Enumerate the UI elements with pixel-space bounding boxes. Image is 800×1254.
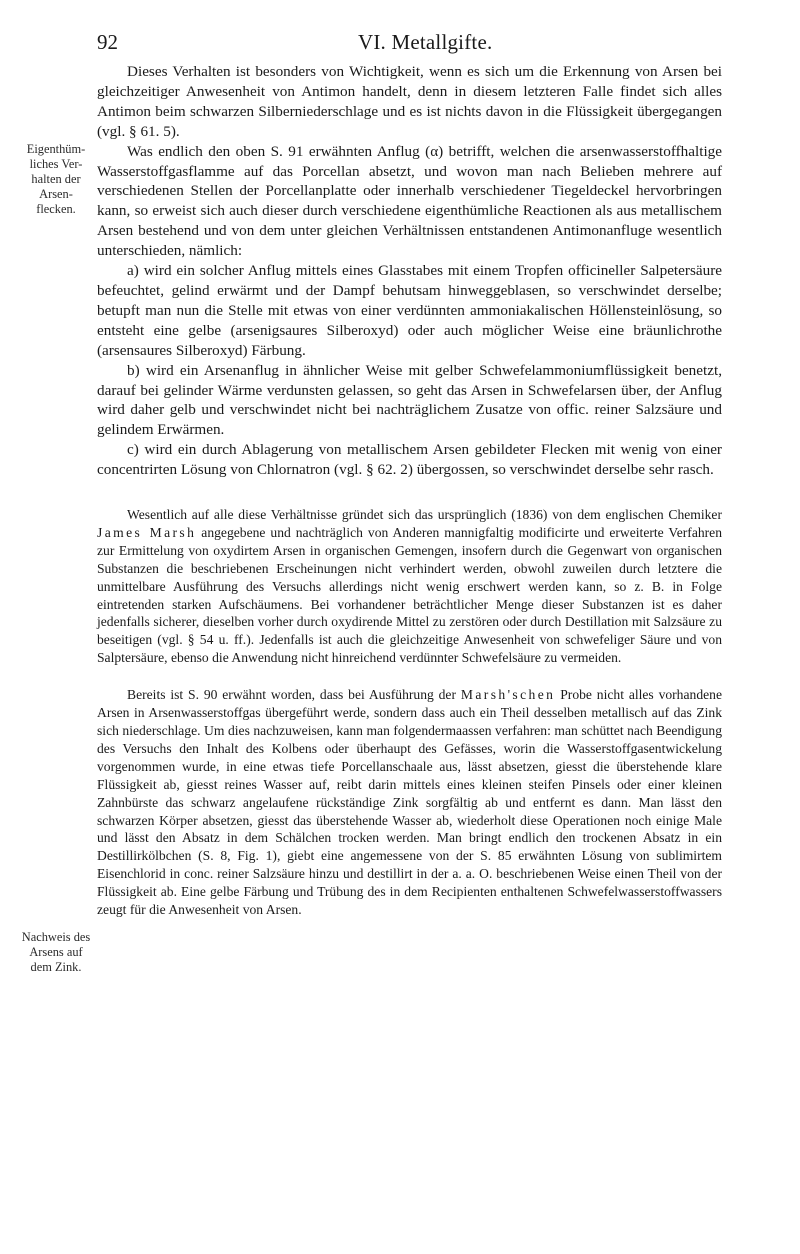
zinc-text-rest: Probe nicht alles vorhandene Arsen in Arsenwasserstoffgas übergeführt werde, sondern dass auch ein Theil desselben metallisch auf das Zink sich niederschlage. Um dies nachzuweisen, kann man folgendermaassen verfahren: man schüttet nach Beendigung des Versuchs den Inhalt des Kolbens oder überhaupt des Gefässes, worin die Wasserstoffgasentwickelung vorgenommen wurde, in eine etwas tiefe Porcellanschaale aus, lässt absetzen, giesst die überstehende klare Flüssigkeit ab, giesst reines Wasser auf, reibt darin mittels eines kleinen steifen Pinsels oder einer kleinen Zahnbürste das schwarz angelaufene rückständige Zink sorgfältig ab und entfernt es dann. Man lässt den schwarzen Körper absetzen, giesst das überstehende Wasser ab, wiederholt diese Operationen noch einige Male und lässt den Absatz in dem Schälchen trocken werden. Man bringt endlich den trockenen Absatz in ein Destillirkölbchen (S. 8, Fig. 1), giebt eine angemessene von der S. 85 erwähnten Lösung von sublimirtem Eisenchlorid in conc. reiner Salzsäure hinzu und destillirt in der a. a. O. beschriebenen Weise einen Theil von der Flüssigkeit ab. Eine gelbe Färbung und Trübung des in dem Recipienten enthaltenen Schwefelwasserstoffwassers zeugt für die Anwesenheit von Arsen. <box>97 687 722 918</box>
page-header <box>0 30 800 60</box>
marsh-text-start: Wesentlich auf alle diese Verhältnisse gründet sich das ursprünglich (1836) von dem englischen Chemiker <box>127 507 722 523</box>
section-spacer <box>97 667 722 686</box>
paragraph-antimon: Dieses Verhalten ist besonders von Wichtigkeit, wenn es sich um die Erkennung von Arsen bei gleichzeitiger Anwesenheit von Antimon handelt, denn in diesem letzteren Falle findet sich alles Antimon beim schwarzen Silberniederschlage und es ist nichts davon in die Flüssigkeit übergegangen (vgl. § 61. 5). <box>97 63 722 140</box>
marsh-probe-name: Marsh'schen <box>460 687 556 703</box>
paragraph-zinc-detection <box>97 686 722 919</box>
margin-note-arsenic-stain-behaviour: Eigenthüm- liches Ver- halten der Arsen- flecken. <box>26 142 86 216</box>
page-number: 92 <box>97 30 118 54</box>
paragraph-anflug: Was endlich den oben S. 91 erwähnten Anflug (α) betrifft, welchen die arsenwasserstoffhaltige Wasserstoffgasflamme auf das Porcellan absetzt, und wovon man nach Belieben mehrere auf verschiedenen Stellen der Porcellanplatte oder innerhalb verschiedener Tiegeldeckel hervorbringen kann, so erweist sich auch dieser durch verschiedene eigenthümliche Reactionen als aus metallischem Arsen bestehend und von dem unter gleichen Verhältnissen entstandenen Antimonanfluge wesentlich unterschieden, nämlich: <box>97 142 722 260</box>
reaction-item-b: b) wird ein Arsenanflug in ähnlicher Weise mit gelber Schwefelammoniumflüssigkeit benetzt, darauf bei gelinder Wärme verdunsten gelassen, so geht das Arsen in Schwefelarsen über, der Anflug wird daher gelb und verschwindet nicht bei nachträglichem Zusatze von offic. reiner Salzsäure und gelindem Erwärmen. <box>97 361 722 439</box>
section-spacer <box>97 480 722 506</box>
running-title: VI. Metallgifte. <box>358 30 493 54</box>
chemist-name: James Marsh <box>97 524 197 540</box>
margin-note-arsenic-on-zinc: Nachweis des Arsens auf dem Zink. <box>21 930 91 974</box>
body-text <box>97 62 722 919</box>
paragraph-marsh-method <box>97 506 722 667</box>
zinc-text-start: Bereits ist S. 90 erwähnt worden, dass bei Ausführung der <box>127 687 456 703</box>
reaction-item-c: c) wird ein durch Ablagerung von metallischem Arsen gebildeter Flecken mit wenig von einer concentrirten Lösung von Chlornatron (vgl. § 62. 2) übergossen, so verschwindet derselbe sehr rasch. <box>97 441 722 479</box>
marsh-text-rest: angegebene und nachträglich von Anderen mannigfaltig modificirte und erweiterte Verfahren zur Ermittelung von oxydirtem Arsen in organischen Gemengen, insofern durch die Gegenwart von organischen Substanzen die beschriebenen Erscheinungen nicht verhindert werden, obwohl zuweilen durch letztere die unmittelbare Ausführung des Versuchs allerdings nicht wenig erschwert werden kann, so z. B. in Folge eintretenden starken Aufschäumens. Bei vorhandener beträchtlicher Menge dieser Substanzen ist es daher jedenfalls sicherer, dieselben vorher durch oxydirende Mittel zu zerstören oder durch Destillation mit Salzsäure zu beseitigen (vgl. § 54 u. ff.). Jedenfalls ist auch die gleichzeitige Anwesenheit von schwefeliger Säure und von Salptersäure, ebenso die Anwendung nicht hinreichend verdünnter Schwefelsäure zu vermeiden. <box>97 524 723 666</box>
reaction-item-a: a) wird ein solcher Anflug mittels eines Glasstabes mit einem Tropfen officineller Salpetersäure befeuchtet, gelind erwärmt und der Dampf behutsam hinweggeblasen, so verschwindet derselbe; betupft man nun die Stelle mit etwas von einer verdünnten ammoniakalischen Höllensteinlösung, so entsteht eine gelbe (arsenigsaures Silberoxyd) oder auch möglicher Weise eine bräunlichrothe (arsensaures Silberoxyd) Färbung. <box>97 262 722 359</box>
